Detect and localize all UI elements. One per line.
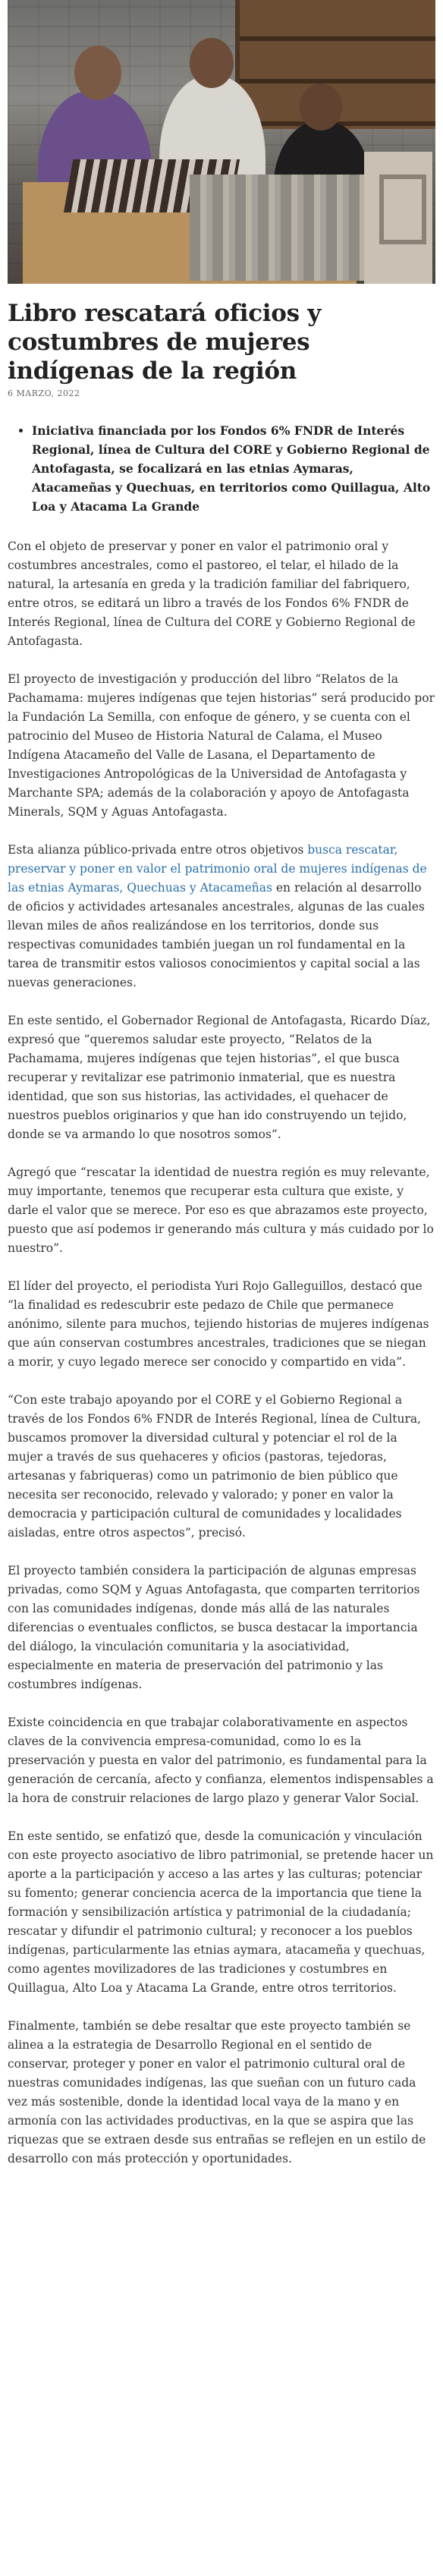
summary-list (8, 421, 435, 516)
paragraph: Finalmente, también se debe resaltar que este proyecto también se alinea a la estrategia de Desarrollo Regional en el sentido de conservar, proteger y poner en valor el patrimonio cultural oral de nuestras comunidades indígenas, las que sueñan con un futuro cada vez más sostenible, donde la identidad local vaya de la mano y en armonía con las actividades productivas, en la que se aspira que las riquezas que se extraen desde sus entrañas se reflejen en un estilo de desarrollo con más protección y oportunidades. (8, 2019, 426, 2166)
paragraph: Con el objeto de preservar y poner en valor el patrimonio oral y costumbres ancestrales, como el pastoreo, el telar, el hilado de la natural, la artesanía en greda y la tradición familiar del fabriquero, entre otros, se editará un libro a través de los Fondos 6% FNDR de Interés Regional, línea de Cultura del CORE y Gobierno Regional de Antofagasta. (8, 539, 416, 648)
paragraph: Agregó que “rescatar la identidad de nuestra región es muy relevante, muy importante, tenemos que recuperar esta cultura que existe, y darle el valor que se merece. Por eso es que abrazamos este proyecto, puesto que así podemos ir generando más cultura y más cuidado por lo nuestro”. (8, 1165, 434, 1255)
paragraph (8, 841, 435, 992)
inline-link[interactable]: busca rescatar, preservar y poner en valor el patrimonio oral de mujeres indígenas de las etnias Aymaras, Quechuas y Atacameñas (8, 843, 427, 895)
paragraph: El proyecto también considera la participación de algunas empresas privadas, como SQM y Aguas Antofagasta, que comparten territorios con las comunidades indígenas, donde más allá de las naturales diferencias o eventuales conflictos, se busca destacar la importancia del diálogo, la vinculación comunitaria y la asociatividad, especialmente en materia de preservación del patrimonio y las costumbres indígenas. (8, 1564, 420, 1691)
paragraph: El líder del proyecto, el periodista Yuri Rojo Galleguillos, destacó que “la finalidad es redescubrir este pedazo de Chile que permanece anónimo, silente para muchos, tejiendo historias de mujeres indígenas que aún conservan costumbres ancestrales, tradiciones que se niegan a morir, y cuyo legado merece ser conocido y compartido en vida”. (8, 1279, 429, 1369)
paragraph-text: Esta alianza público-privada entre otros objetivos (8, 843, 308, 857)
paragraph: El proyecto de investigación y producción del libro “Relatos de la Pachamama: mujeres indígenas que tejen historias” será producido por la Fundación La Semilla, con enfoque de género, y se cuenta con el patrocinio del Museo de Historia Natural de Calama, el Museo Indígena Atacameño del Valle de Lasana, el Departamento de Investigaciones Antropológicas de la Universidad de Antofagasta y Marchante SPA; además de la colaboración y apoyo de Antofagasta Minerals, SQM y Aguas Antofagasta. (8, 672, 435, 819)
paragraph: En este sentido, se enfatizó que, desde la comunicación y vinculación con este proyecto asociativo de libro patrimonial, se pretende hacer un aporte a la participación y acceso a las artes y las culturas; potenciar su fomento; generar conciencia acerca de la importancia que tiene la formación y sensibilización artística y patrimonial de la ciudadanía; rescatar y difundir el patrimonio cultural; y reconocer a los pueblos indígenas, particularmente las etnias aymara, atacameña y quechuas, como agentes movilizadores de las tradiciones y costumbres en Quillagua, Alto Loa y Atacama La Grande, entre otros territorios. (8, 1829, 434, 1995)
paragraph-text: en relación al desarrollo de oficios y actividades artesanales ancestrales, algunas de las cuales llevan miles de años realizándose en los territorios, donde sus respectivas comunidades también juegan un rol fundamental en la tarea de transmitir estos valiosos conocimientos y capital social a las nuevas generaciones. (8, 881, 425, 989)
summary-item: • Iniciativa financiada por los Fondos 6% FNDR de Interés Regional, línea de Cultura del CORE y Gobierno Regional de Antofagasta, se focalizará en las etnias Aymaras, Atacameñas y Quechuas, en territorios como Quillagua, Alto Loa y Atacama La Grande (32, 421, 435, 516)
hero-image (8, 0, 435, 284)
paragraph: En este sentido, el Gobernador Regional de Antofagasta, Ricardo Díaz, expresó que “queremos saludar este proyecto, “Relatos de la Pachamama, mujeres indígenas que tejen historias”, el que busca recuperar y revitalizar ese patrimonio inmaterial, que es nuestra identidad, que son sus historias, las actividades, el quehacer de nuestros pueblos originarios y que han ido construyendo un tejido, donde se va armando lo que nosotros somos”. (8, 1014, 431, 1141)
article-title: Libro rescatará oficios y costumbres de mujeres indígenas de la región (8, 300, 322, 385)
article-date: 6 MARZO, 2022 (8, 388, 80, 398)
paragraph: “Con este trabajo apoyando por el CORE y el Gobierno Regional a través de los Fondos 6% FNDR de Interés Regional, línea de Cultura, buscamos promover la diversidad cultural y potenciar el rol de la mujer a través de sus quehaceres y oficios (pastoras, tejedoras, artesanas y fabriqueras) como un patrimonio de bien público que necesita ser reconocido, relevado y valorado; y poner en valor la democracia y participación cultural de comunidades y localidades aisladas, entre otros aspectos”, precisó. (8, 1393, 422, 1540)
paragraph: Existe coincidencia en que trabajar colaborativamente en aspectos claves de la convivencia empresa-comunidad, como lo es la preservación y puesta en valor del patrimonio, es fundamental para la generación de cercanía, afecto y confianza, elementos indispensables a la hora de construir relaciones de largo plazo y generar Valor Social. (8, 1716, 434, 1805)
